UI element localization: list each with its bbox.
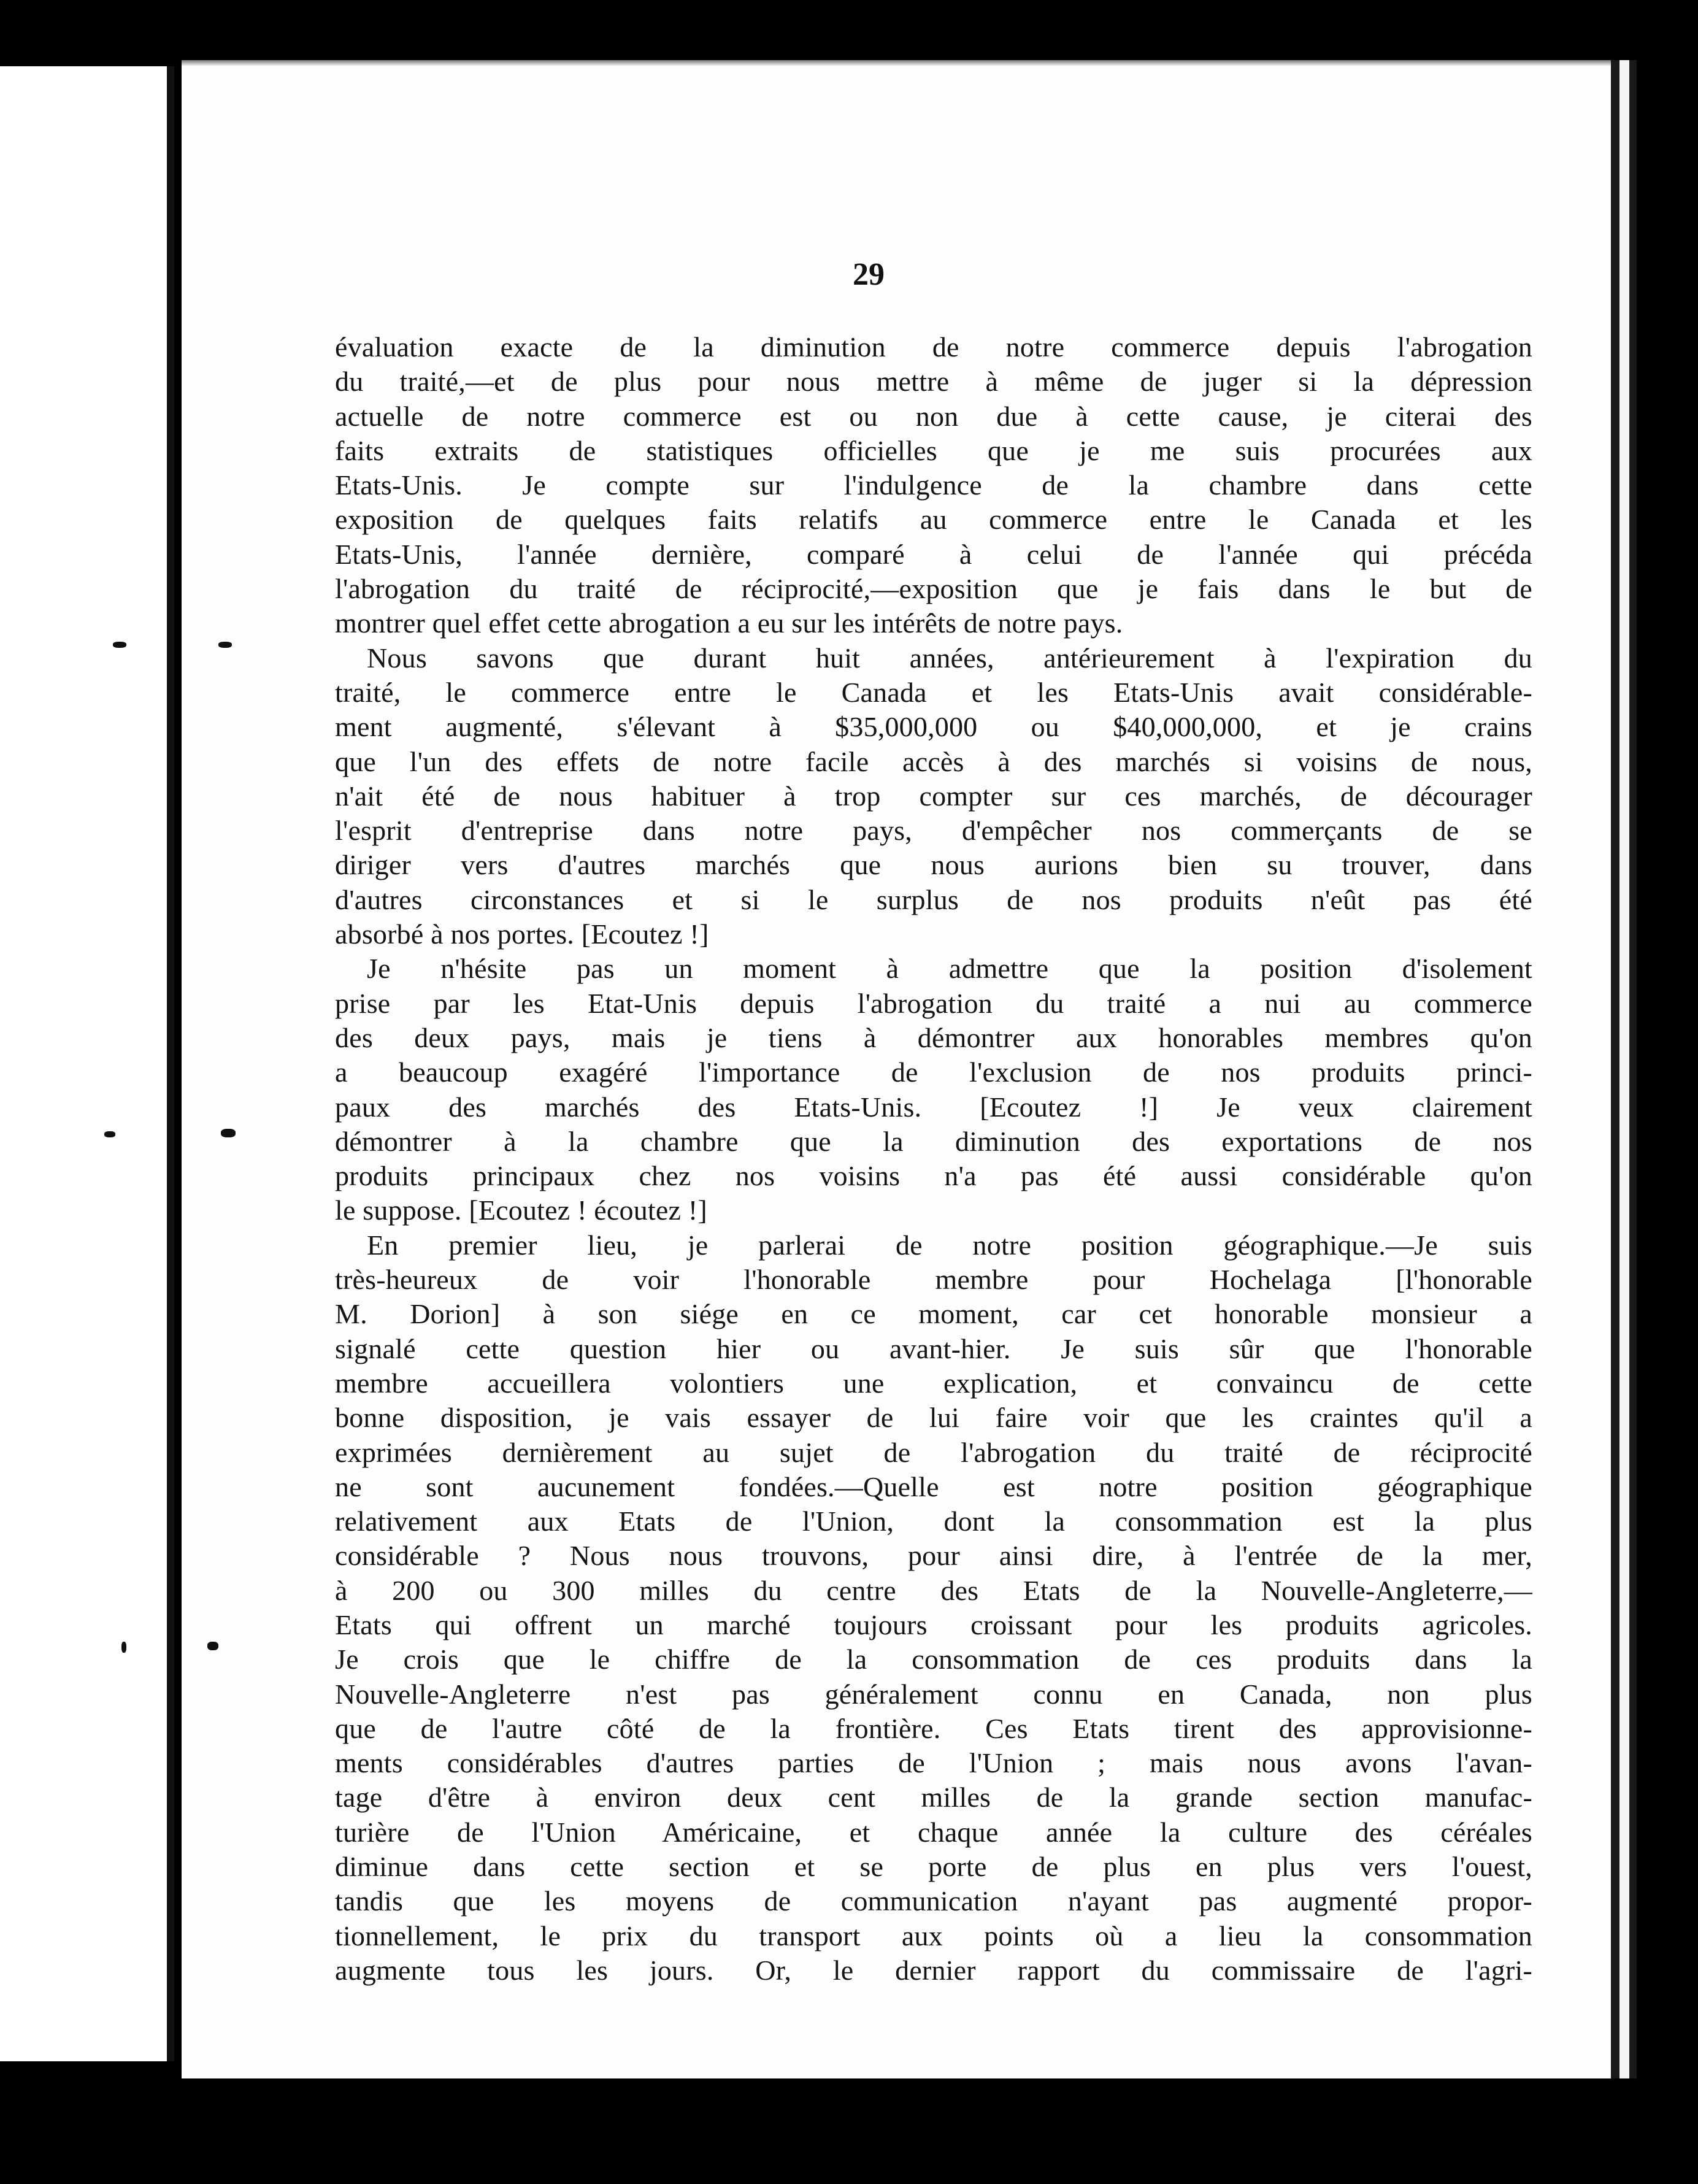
text-line: Etats-Unis, l'année dernière, comparé à celui de l'année qui précéda — [335, 538, 1532, 570]
text-line: actuelle de notre commerce est ou non due à cette cause, je citerai des — [335, 400, 1532, 432]
text-line: des deux pays, mais je tiens à démontrer aux honorables membres qu'on — [335, 1021, 1532, 1053]
text-line: très-heureux de voir l'honorable membre pour Hochelaga [l'honorable — [335, 1264, 1532, 1296]
text-line: produits principaux chez nos voisins n'a pas été aussi considérable qu'on — [335, 1160, 1532, 1192]
document-page — [182, 60, 1611, 2078]
text-line: exposition de quelques faits relatifs au commerce entre le Canada et les — [335, 504, 1532, 536]
text-line: le suppose. [Ecoutez ! écoutez !] — [335, 1194, 707, 1226]
text-line: ments considérables d'autres parties de l'Union ; mais nous avons l'avan- — [335, 1747, 1532, 1779]
margin-speck — [113, 642, 126, 648]
text-line: membre accueillera volontiers une explication, et convaincu de cette — [335, 1367, 1532, 1399]
text-line: tionnellement, le prix du transport aux points où a lieu la consommation — [335, 1920, 1532, 1951]
margin-speck — [218, 642, 232, 648]
text-line: tandis que les moyens de communication n'ayant pas augmenté propor- — [335, 1885, 1532, 1917]
text-line: turière de l'Union Américaine, et chaque année la culture des céréales — [335, 1816, 1532, 1848]
text-line: l'abrogation du traité de réciprocité,—exposition que je fais dans le but de — [335, 573, 1532, 605]
text-line: montrer quel effet cette abrogation a eu sur les intérêts de notre pays. — [335, 607, 1123, 639]
page-number: 29 — [853, 257, 885, 292]
text-line: bonne disposition, je vais essayer de lui faire voir que les craintes qu'il a — [335, 1402, 1532, 1434]
text-line: ne sont aucunement fondées.—Quelle est notre position géographique — [335, 1471, 1532, 1502]
text-line: l'esprit d'entreprise dans notre pays, d'empêcher nos commerçants de se — [335, 815, 1532, 847]
text-line: diminue dans cette section et se porte de plus en plus vers l'ouest, — [335, 1851, 1532, 1883]
text-line: à 200 ou 300 milles du centre des Etats de la Nouvelle-Angleterre,— — [335, 1574, 1532, 1606]
text-line: relativement aux Etats de l'Union, dont la consommation est la plus — [335, 1505, 1532, 1537]
facing-page-edge — [0, 66, 174, 2061]
margin-speck — [221, 1129, 236, 1137]
text-line: signalé cette question hier ou avant-hier. Je suis sûr que l'honorable — [335, 1332, 1532, 1364]
text-line: Nous savons que durant huit années, antérieurement à l'expiration du — [367, 642, 1532, 674]
text-line: tage d'être à environ deux cent milles de la grande section manufac- — [335, 1782, 1532, 1813]
text-line: Etats-Unis. Je compte sur l'indulgence de la chambre dans cette — [335, 469, 1532, 501]
text-line: faits extraits de statistiques officielles que je me suis procurées aux — [335, 434, 1532, 466]
text-line: a beaucoup exagéré l'importance de l'exclusion de nos produits princi- — [335, 1056, 1532, 1088]
text-line: exprimées dernièrement au sujet de l'abrogation du traité de réciprocité — [335, 1436, 1532, 1468]
margin-speck — [104, 1131, 115, 1137]
text-line: Nouvelle-Angleterre n'est pas généralement connu en Canada, non plus — [335, 1678, 1532, 1710]
text-line: du traité,—et de plus pour nous mettre à même de juger si la dépression — [335, 366, 1532, 398]
text-line: ment augmenté, s'élevant à $35,000,000 ou $40,000,000, et je crains — [335, 711, 1532, 743]
text-line: paux des marchés des Etats-Unis. [Ecoutez !] Je veux clairement — [335, 1091, 1532, 1123]
text-line: diriger vers d'autres marchés que nous aurions bien su trouver, dans — [335, 849, 1532, 881]
text-line: Je n'hésite pas un moment à admettre que la position d'isolement — [367, 953, 1532, 985]
body-text — [335, 330, 1532, 1988]
text-line: évaluation exacte de la diminution de notre commerce depuis l'abrogation — [335, 331, 1532, 363]
text-line: Je crois que le chiffre de la consommation de ces produits dans la — [335, 1644, 1532, 1675]
text-line: démontrer à la chambre que la diminution des exportations de nos — [335, 1125, 1532, 1157]
text-line: En premier lieu, je parlerai de notre position géographique.—Je suis — [367, 1229, 1532, 1261]
text-line: M. Dorion] à son siége en ce moment, car cet honorable monsieur a — [335, 1298, 1532, 1330]
margin-speck — [121, 1642, 126, 1653]
margin-speck — [207, 1642, 218, 1650]
text-line: absorbé à nos portes. [Ecoutez !] — [335, 918, 709, 950]
text-line: Etats qui offrent un marché toujours croissant pour les produits agricoles. — [335, 1609, 1532, 1640]
page-top-edge — [182, 60, 1611, 66]
text-line: que l'un des effets de notre facile accès à des marchés si voisins de nous, — [335, 745, 1532, 777]
text-line: n'ait été de nous habituer à trop compter sur ces marchés, de décourager — [335, 780, 1532, 812]
text-line: augmente tous les jours. Or, le dernier rapport du commissaire de l'agri- — [335, 1954, 1532, 1986]
text-line: prise par les Etat-Unis depuis l'abrogation du traité a nui au commerce — [335, 987, 1532, 1019]
text-line: considérable ? Nous nous trouvons, pour ainsi dire, à l'entrée de la mer, — [335, 1540, 1532, 1572]
text-line: d'autres circonstances et si le surplus de nos produits n'eût pas été — [335, 883, 1532, 915]
text-line: que de l'autre côté de la frontière. Ces Etats tirent des approvisionne- — [335, 1712, 1532, 1744]
text-line: traité, le commerce entre le Canada et les Etats-Unis avait considérable- — [335, 676, 1532, 708]
